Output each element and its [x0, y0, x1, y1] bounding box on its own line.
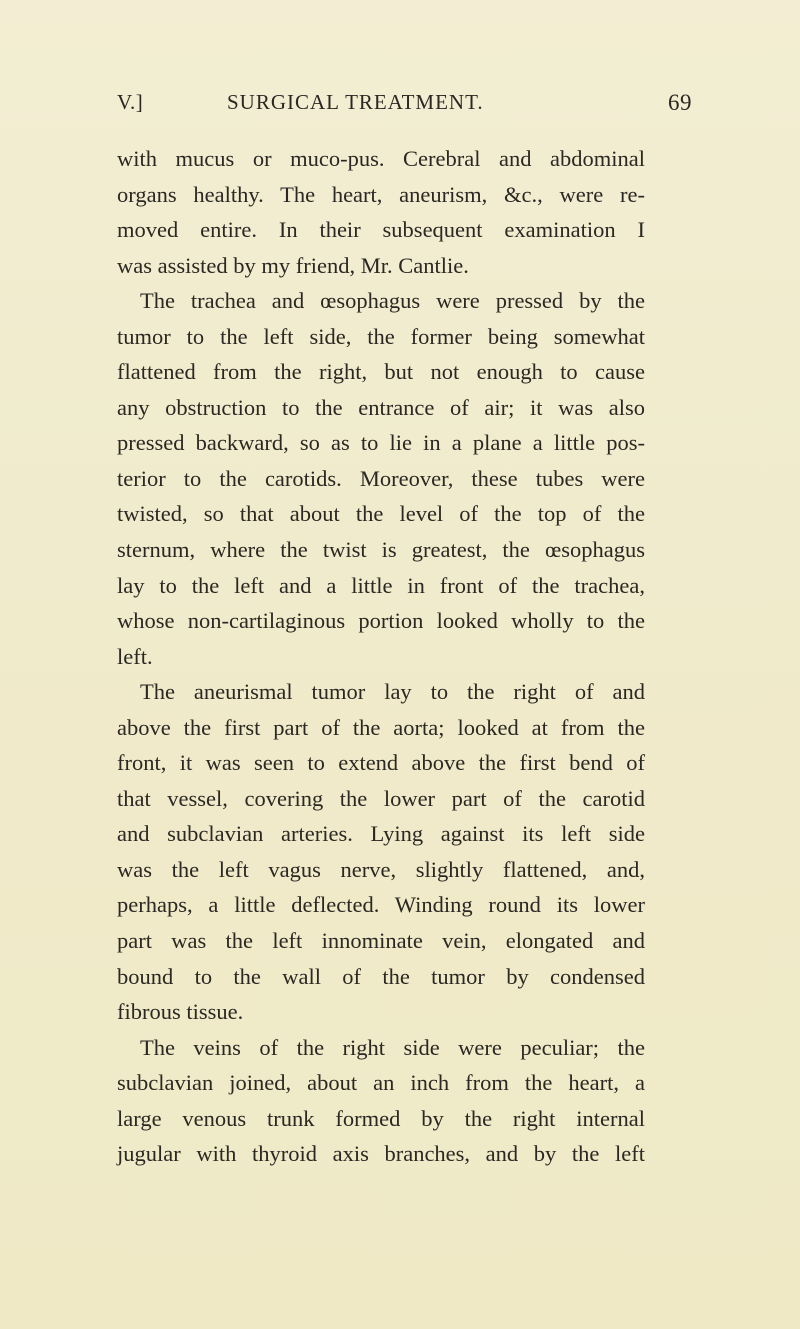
text-line: bound to the wall of the tumor by condensed [117, 963, 645, 989]
text-line: fibrous tissue. [117, 999, 244, 1025]
text-line: flattened from the right, but not enough to cause [117, 359, 645, 385]
running-title: SURGICAL TREATMENT. [227, 90, 484, 114]
text-line: front, it was seen to extend above the first bend of [117, 750, 645, 776]
text-line: whose non-cartilaginous portion looked wholly to the [117, 608, 645, 634]
text-line: tumor to the left side, the former being somewhat [117, 323, 645, 349]
text-line: and subclavian arteries. Lying against its left side [117, 821, 645, 847]
text-line: was the left vagus nerve, slightly flattened, and, [117, 856, 645, 882]
text-line: with mucus or muco-pus. Cerebral and abdominal [117, 146, 645, 171]
text-line: was assisted by my friend, Mr. Cantlie. [117, 252, 469, 278]
page-number: 69 [668, 90, 692, 115]
text-line: large venous trunk formed by the right internal [117, 1105, 645, 1131]
text-line: moved entire. In their subsequent examination I [117, 217, 645, 243]
text-line: terior to the carotids. Moreover, these tubes were [117, 465, 645, 491]
text-line: that vessel, covering the lower part of the carotid [117, 785, 645, 811]
chapter-marker: V.] [117, 90, 144, 114]
text-line: part was the left innominate vein, elongated and [117, 928, 645, 954]
body-text [117, 141, 645, 1172]
text-line: The veins of the right side were peculiar; the [140, 1034, 645, 1060]
text-line: any obstruction to the entrance of air; it was also [117, 394, 645, 420]
text-line: left. [117, 643, 153, 669]
text-line: organs healthy. The heart, aneurism, &c., were re- [117, 181, 645, 207]
text-line: pressed backward, so as to lie in a plane a little pos- [117, 430, 645, 456]
text-line: The aneurismal tumor lay to the right of and [140, 679, 645, 705]
running-header [117, 90, 692, 126]
text-line: twisted, so that about the level of the top of the [117, 501, 645, 527]
text-line: The trachea and œsophagus were pressed by the [140, 288, 645, 314]
text-line: lay to the left and a little in front of the trachea, [117, 572, 645, 598]
text-line: sternum, where the twist is greatest, the œsophagus [117, 537, 645, 563]
text-line: subclavian joined, about an inch from the heart, a [117, 1070, 645, 1096]
text-line: perhaps, a little deflected. Winding round its lower [117, 892, 645, 918]
text-line: jugular with thyroid axis branches, and by the left [117, 1141, 645, 1167]
text-line: above the first part of the aorta; looked at from the [117, 714, 645, 740]
